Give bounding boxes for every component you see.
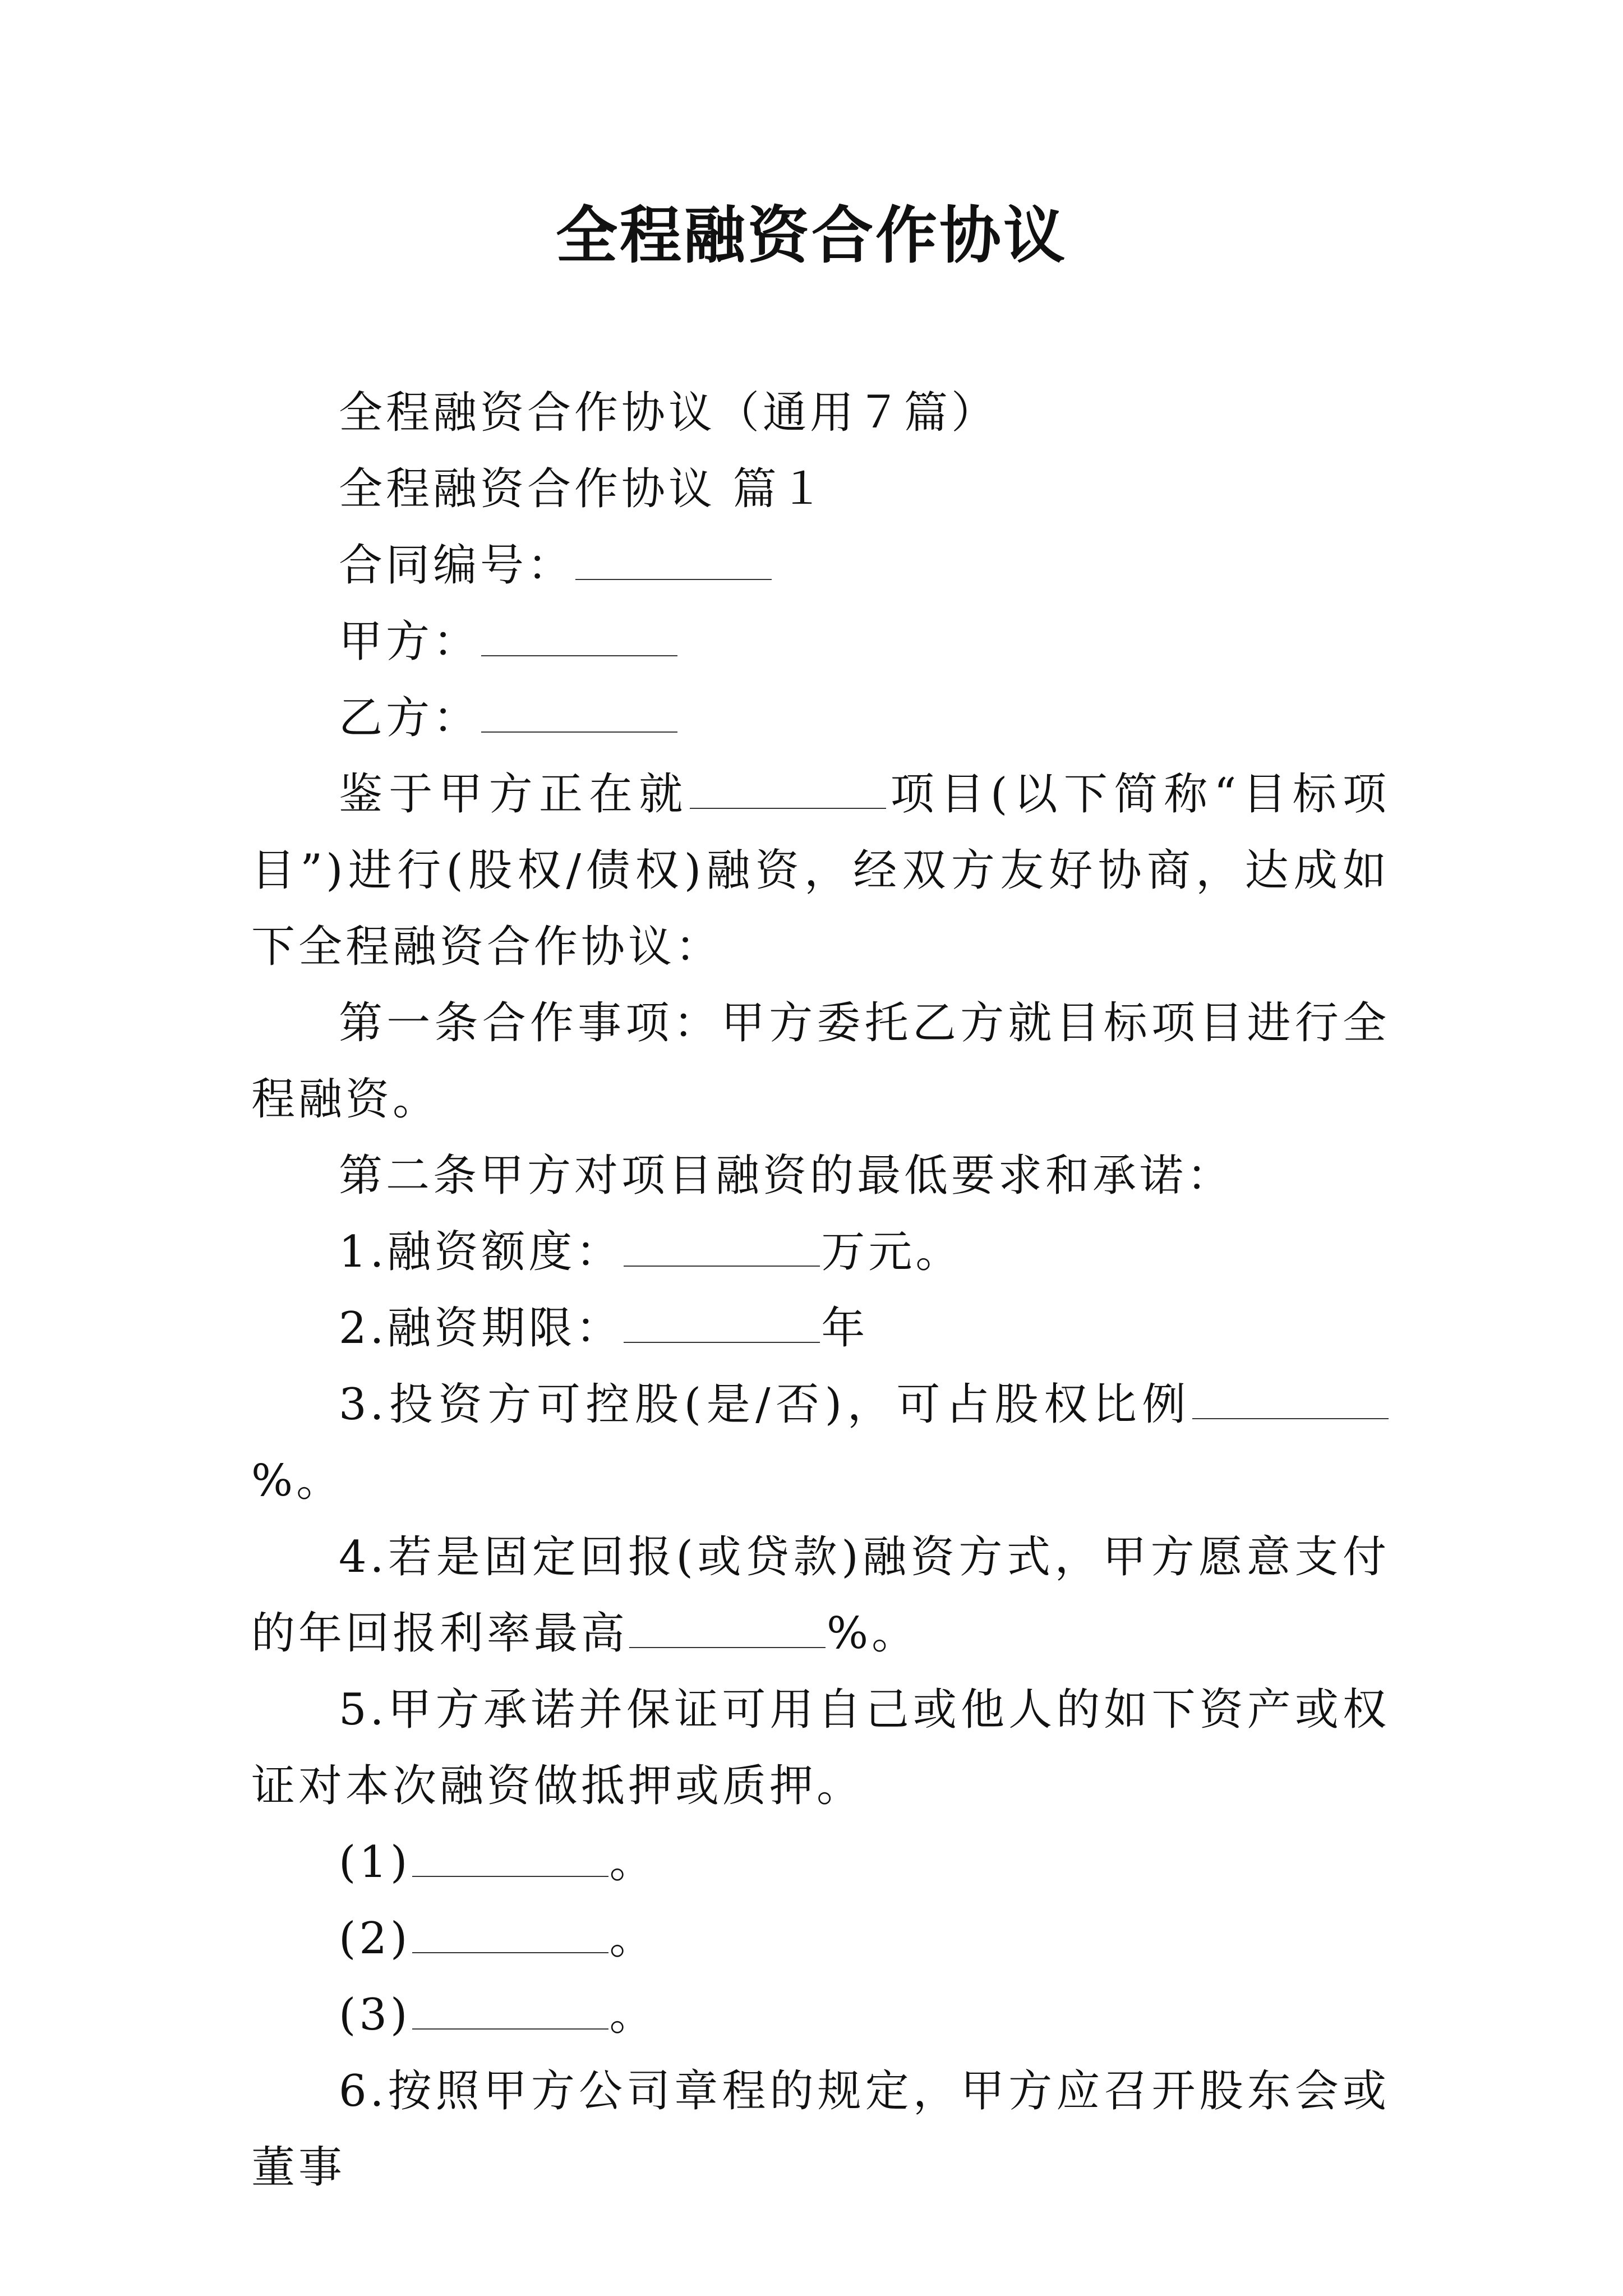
party-a-blank: [481, 616, 677, 656]
paragraph-item-5: 5.甲方承诺并保证可用自己或他人的如下资产或权证对本次融资做抵押或质押。: [251, 1685, 1390, 1811]
item-3-label: 3.投资方可控股(是/否)，可占股权比例: [339, 1379, 1191, 1430]
contract-number-label: 合同编号：: [339, 540, 575, 591]
paragraph-asset-3: [251, 1977, 1390, 2053]
item-2-label: 2.融资期限：: [339, 1303, 623, 1354]
paragraph-contract-number: [251, 527, 1390, 604]
document-body: [251, 375, 1390, 2206]
item-2-unit: 年: [821, 1303, 869, 1354]
paragraph-item-2: [251, 1290, 1390, 1366]
asset-1-label: (1): [339, 1837, 411, 1888]
contract-number-blank: [575, 540, 772, 580]
paragraph-asset-1: [251, 1824, 1390, 1901]
asset-3-blank: [412, 1989, 608, 2030]
paragraph-item-3: [251, 1366, 1390, 1519]
item-4-label: 4.若是固定回报(或贷款)融资方式，甲方愿意支付的年回报利率最高: [251, 1532, 1390, 1659]
paragraph-item-4: [251, 1519, 1390, 1672]
paragraph-asset-2: [251, 1901, 1390, 1977]
asset-3-end: 。: [609, 1990, 657, 2040]
asset-2-end: 。: [609, 1913, 657, 1964]
paragraph-party-b: [251, 680, 1390, 756]
paragraph-article-1: 第一条合作事项：甲方委托乙方就目标项目进行全程融资。: [251, 998, 1390, 1125]
paragraph-preamble: [251, 756, 1390, 985]
asset-3-label: (3): [339, 1990, 411, 2040]
paragraph-party-a: [251, 604, 1390, 680]
party-b-blank: [481, 692, 677, 733]
preamble-text-start: 鉴于甲方正在就: [339, 769, 689, 820]
preamble-text-end: 项目(以下简称“目标项目”)进行(股权/债权)融资，经双方友好协商，达成如下全程融资合作协议：: [251, 769, 1390, 972]
project-name-blank: [690, 769, 886, 809]
interest-rate-blank: [629, 1608, 826, 1648]
asset-1-blank: [412, 1837, 608, 1877]
document-title: 全程融资合作协议: [556, 199, 1067, 272]
asset-2-blank: [412, 1913, 608, 1953]
paragraph-section-heading: 全程融资合作协议 篇１: [339, 464, 827, 514]
item-3-unit: %。: [251, 1456, 344, 1506]
asset-1-end: 。: [609, 1837, 657, 1888]
financing-term-blank: [624, 1303, 820, 1343]
item-1-unit: 万元。: [821, 1227, 963, 1277]
item-1-label: 1.融资额度：: [339, 1227, 623, 1277]
paragraph-subtitle: 全程融资合作协议（通用７篇）: [339, 388, 999, 438]
asset-2-label: (2): [339, 1913, 411, 1964]
paragraph-article-2: 第二条甲方对项目融资的最低要求和承诺：: [339, 1151, 1234, 1201]
paragraph-item-6: 6.按照甲方公司章程的规定，甲方应召开股东会或董事: [251, 2066, 1390, 2193]
party-a-label: 甲方：: [339, 616, 481, 667]
equity-ratio-blank: [1192, 1379, 1389, 1419]
item-4-unit: %。: [827, 1608, 919, 1659]
party-b-label: 乙方：: [339, 693, 481, 743]
financing-amount-blank: [624, 1226, 820, 1267]
paragraph-item-1: [251, 1214, 1390, 1290]
